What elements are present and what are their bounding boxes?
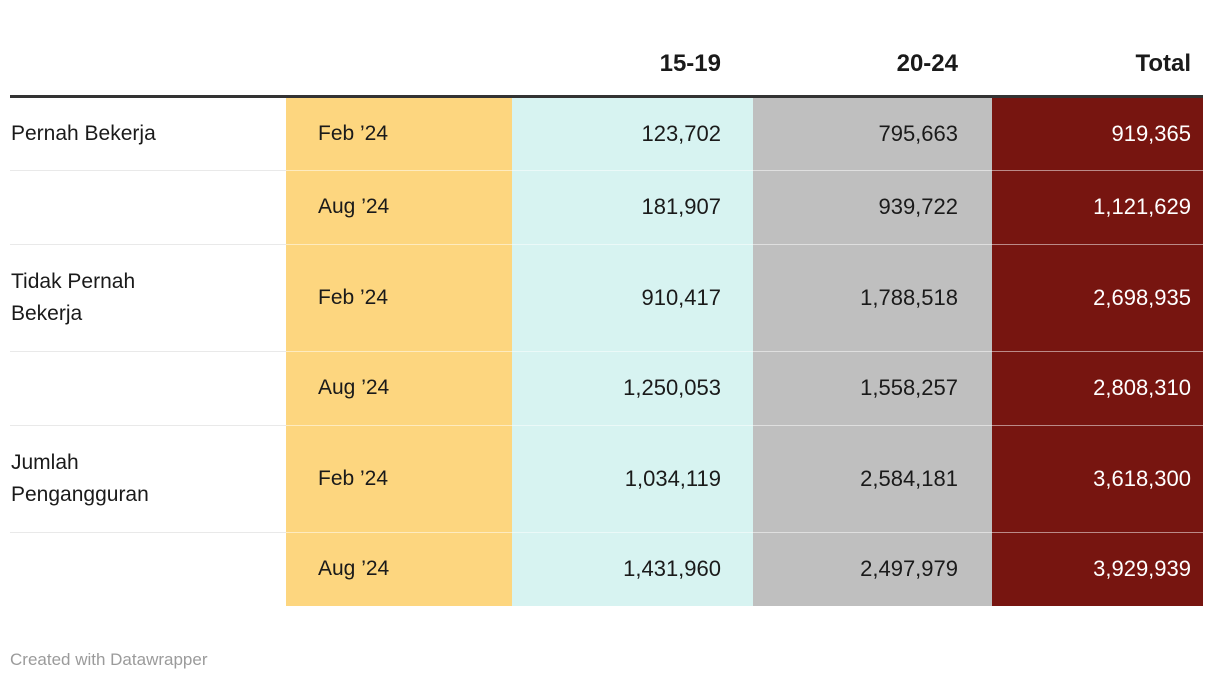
row-label-cell bbox=[10, 170, 286, 244]
value-cell-20-24: 2,584,181 bbox=[753, 425, 992, 532]
table-row bbox=[10, 244, 1203, 351]
value-cell-15-19: 910,417 bbox=[512, 244, 753, 351]
footer bbox=[10, 650, 1208, 670]
datawrapper-credit-link[interactable]: Created with Datawrapper bbox=[10, 650, 208, 669]
value-cell-total: 3,929,939 bbox=[992, 532, 1203, 606]
value-cell-20-24: 1,558,257 bbox=[753, 351, 992, 425]
header-row bbox=[10, 0, 1203, 96]
table-body bbox=[10, 96, 1203, 606]
table-row bbox=[10, 532, 1203, 606]
period-cell: Aug ’24 bbox=[286, 170, 512, 244]
row-label: Tidak Pernah Bekerja bbox=[11, 270, 136, 325]
table-header bbox=[10, 0, 1203, 96]
table-row bbox=[10, 425, 1203, 532]
value-cell-15-19: 181,907 bbox=[512, 170, 753, 244]
value-cell-total: 2,808,310 bbox=[992, 351, 1203, 425]
table-row bbox=[10, 170, 1203, 244]
row-label-cell bbox=[10, 244, 286, 351]
header-total: Total bbox=[992, 0, 1203, 96]
value-cell-total: 3,618,300 bbox=[992, 425, 1203, 532]
value-cell-total: 2,698,935 bbox=[992, 244, 1203, 351]
header-period-col bbox=[286, 0, 512, 96]
value-cell-total: 919,365 bbox=[992, 96, 1203, 170]
row-label-cell bbox=[10, 425, 286, 532]
row-label-cell bbox=[10, 96, 286, 170]
table-row bbox=[10, 96, 1203, 170]
value-cell-15-19: 123,702 bbox=[512, 96, 753, 170]
header-age-15-19: 15-19 bbox=[512, 0, 753, 96]
value-cell-20-24: 2,497,979 bbox=[753, 532, 992, 606]
row-label-cell bbox=[10, 532, 286, 606]
value-cell-20-24: 939,722 bbox=[753, 170, 992, 244]
value-cell-total: 1,121,629 bbox=[992, 170, 1203, 244]
value-cell-20-24: 1,788,518 bbox=[753, 244, 992, 351]
row-label: Pernah Bekerja bbox=[11, 121, 156, 145]
row-label-cell bbox=[10, 351, 286, 425]
header-label-col bbox=[10, 0, 286, 96]
period-cell: Feb ’24 bbox=[286, 425, 512, 532]
period-cell: Aug ’24 bbox=[286, 532, 512, 606]
value-cell-15-19: 1,034,119 bbox=[512, 425, 753, 532]
unemployment-table bbox=[10, 0, 1203, 606]
period-cell: Aug ’24 bbox=[286, 351, 512, 425]
period-cell: Feb ’24 bbox=[286, 96, 512, 170]
value-cell-15-19: 1,431,960 bbox=[512, 532, 753, 606]
value-cell-20-24: 795,663 bbox=[753, 96, 992, 170]
header-age-20-24: 20-24 bbox=[753, 0, 992, 96]
row-label: Jumlah Pengangguran bbox=[11, 451, 149, 506]
table-row bbox=[10, 351, 1203, 425]
period-cell: Feb ’24 bbox=[286, 244, 512, 351]
value-cell-15-19: 1,250,053 bbox=[512, 351, 753, 425]
